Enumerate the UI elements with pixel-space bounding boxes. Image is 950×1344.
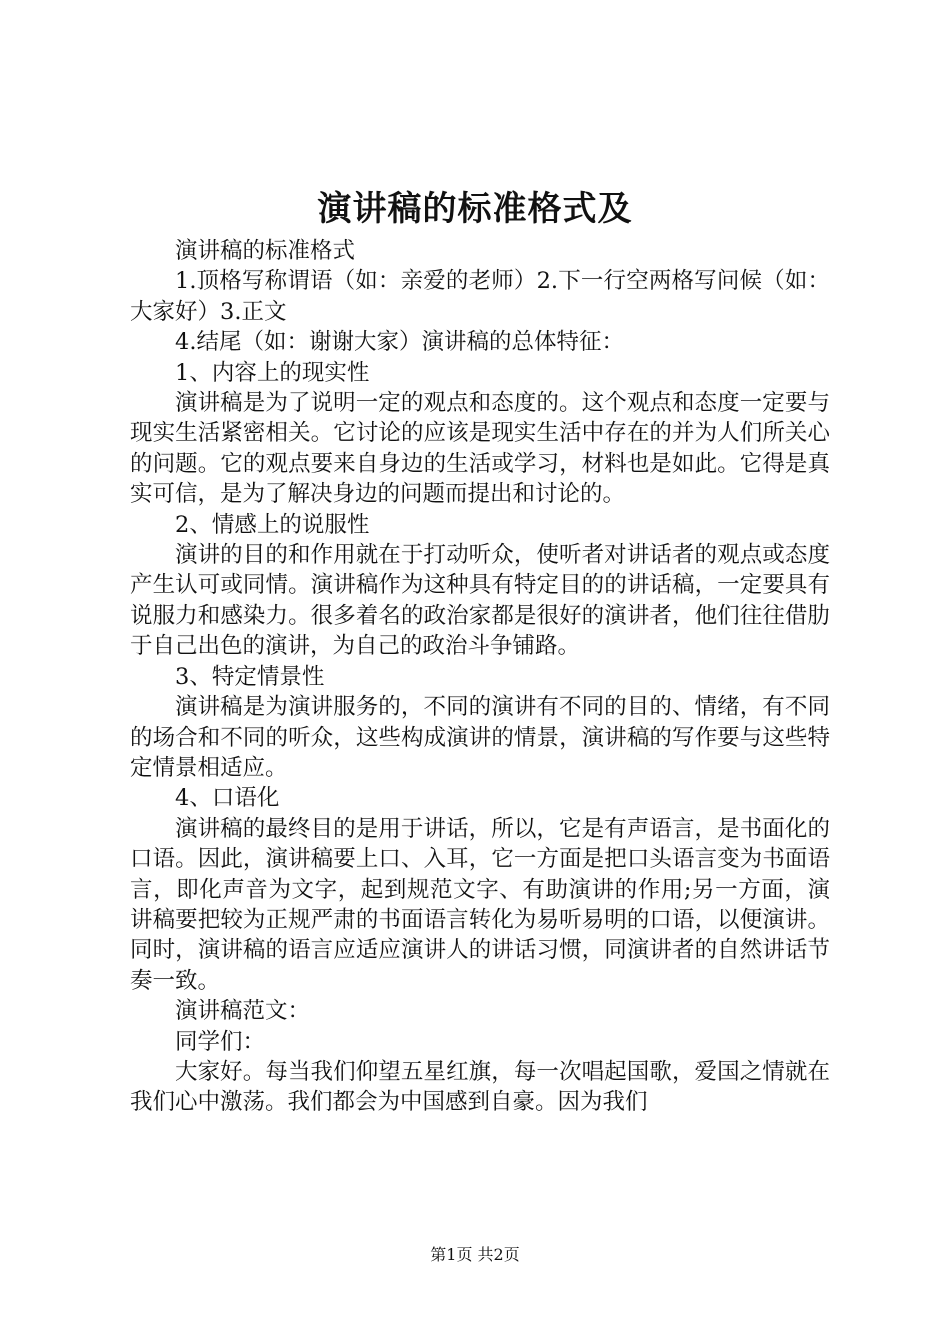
paragraph: 大家好。每当我们仰望五星红旗，每一次唱起国歌，爱国之情就在我们心中激荡。我们都会为中国感到自豪。因为我们 xyxy=(130,1058,830,1116)
paragraph: 同学们： xyxy=(175,1028,266,1055)
paragraph: 演讲稿的标准格式 xyxy=(175,238,356,264)
paragraph: 3、特定情景性 xyxy=(175,663,325,690)
paragraph: 1.顶格写称谓语（如：亲爱的老师）2.下一行空两格写问候（如：大家好）3.正文 xyxy=(130,268,830,325)
paragraph: 演讲稿是为了说明一定的观点和态度的。这个观点和态度一定要与现实生活紧密相关。它讨论的应该是现实生活中存在的并为人们所关心的问题。它的观点要来自身边的生活或学习，材料也是如此。它得是真实可信，是为了解决身边的问题而提出和讨论的。 xyxy=(130,390,830,508)
paragraph: 演讲稿范文： xyxy=(175,998,311,1025)
paragraph: 4.结尾（如：谢谢大家）演讲稿的总体特征： xyxy=(175,329,624,356)
paragraph: 演讲稿是为演讲服务的，不同的演讲有不同的目的、情绪，有不同的场合和不同的听众，这些构成演讲的情景，演讲稿的写作要与这些特定情景相适应。 xyxy=(130,694,830,781)
paragraph: 演讲的目的和作用就在于打动听众，使听者对讲话者的观点或态度产生认可或同情。演讲稿作为这种具有特定目的的讲话稿，一定要具有说服力和感染力。很多着名的政治家都是很好的演讲者，他们往往借肋于自己出色的演讲，为自己的政治斗争铺路。 xyxy=(130,542,830,660)
paragraph: 2、情感上的说服性 xyxy=(175,511,370,538)
document-body xyxy=(130,236,830,1118)
page-footer: 第1页 共2页 xyxy=(430,1245,520,1264)
paragraph: 4、口语化 xyxy=(175,785,280,812)
paragraph: 1、内容上的现实性 xyxy=(175,359,370,386)
paragraph: 演讲稿的最终目的是用于讲话，所以，它是有声语言，是书面化的口语。因此，演讲稿要上口、入耳，它一方面是把口头语言变为书面语言，即化声音为文字，起到规范文字、有助演讲的作用;另一方面，演讲稿要把较为正规严肃的书面语言转化为易听易明的口语，以便演讲。同时，演讲稿的语言应适应演讲人的讲话习惯，同演讲者的自然讲话节奏一致。 xyxy=(130,815,830,994)
document-title: 演讲稿的标准格式及 xyxy=(317,189,633,229)
